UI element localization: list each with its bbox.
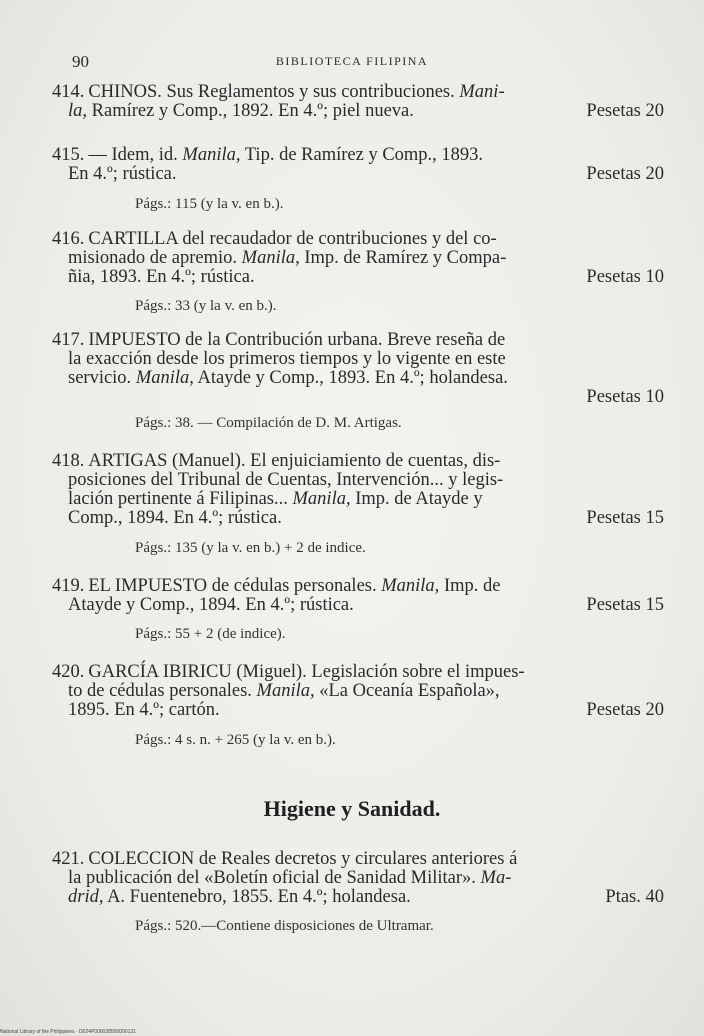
price: Pesetas 20: [586, 101, 664, 121]
pages-note-420: Págs.: 4 s. n. + 265 (y la v. en b.).: [135, 732, 336, 748]
pages-note-418: Págs.: 135 (y la v. en b.) + 2 de indice.: [135, 540, 366, 556]
pages-note-421: Págs.: 520.—Contiene disposiciones de Ultramar.: [135, 918, 434, 934]
page-number: 90: [72, 52, 89, 71]
pages-note-417: Págs.: 38. — Compilación de D. M. Artigas.: [135, 415, 402, 431]
entry-419: 419. EL IMPUESTO de cédulas personales. Manila, Imp. de Atayde y Comp., 1894. En 4.º; rústica. Pesetas 15: [52, 576, 664, 615]
price: Pesetas 20: [586, 700, 664, 720]
entry-420: 420. GARCÍA IBIRICU (Miguel). Legislación sobre el impues- to de cédulas personales. Manila, «La Oceanía Española», 1895. En 4.º; cartón. Pesetas 20: [52, 662, 664, 720]
price: Ptas. 40: [605, 887, 664, 907]
price: Pesetas 10: [586, 267, 664, 287]
price: Pesetas 20: [586, 164, 664, 184]
price: Pesetas 15: [586, 508, 664, 528]
entry-418: 418. ARTIGAS (Manuel). El enjuiciamiento de cuentas, dis- posiciones del Tribunal de Cuentas, Intervención... y legis- lación pertinente á Filipinas... Manila, Imp. de Atayde y Comp., 1894. En 4.º; rústica. Pesetas 15: [52, 451, 664, 528]
price: Pesetas 10: [586, 387, 664, 407]
entry-421: 421. COLECCION de Reales decretos y circulares anteriores á la publicación del «Boletín oficial de Sanidad Militar». Ma- drid, A. Fuentenebro, 1855. En 4.º; holandesa. Ptas. 40: [52, 849, 664, 907]
entry-415: 415. — Idem, id. Manila, Tip. de Ramírez y Comp., 1893. En 4.º; rústica. Pesetas 20: [52, 145, 664, 184]
entry-417: 417. IMPUESTO de la Contribución urbana. Breve reseña de la exacción desde los primeros tiempos y lo vigente en este servicio. Manila, Atayde y Comp., 1893. En 4.º; holandesa. Pesetas 10: [52, 330, 664, 407]
entry-416: 416. CARTILLA del recaudador de contribuciones y del co- misionado de apremio. Manila, Imp. de Ramírez y Compa- ñia, 1893. En 4.º; rústica. Pesetas 10: [52, 229, 664, 287]
price: Pesetas 15: [586, 595, 664, 615]
scan-footer: National Library of the Philippines · D024P000038500000131: [0, 1029, 136, 1035]
page-header: [0, 50, 704, 74]
running-head: BIBLIOTECA FILIPINA: [275, 54, 429, 68]
entry-414: 414. CHINOS. Sus Reglamentos y sus contribuciones. Mani- la, Ramírez y Comp., 1892. En 4.º; piel nueva. Pesetas 20: [52, 82, 664, 121]
section-title: Higiene y Sanidad.: [263, 796, 441, 821]
pages-note-416: Págs.: 33 (y la v. en b.).: [135, 298, 277, 314]
pages-note-419: Págs.: 55 + 2 (de indice).: [135, 626, 286, 642]
pages-note-415: Págs.: 115 (y la v. en b.).: [135, 196, 284, 212]
